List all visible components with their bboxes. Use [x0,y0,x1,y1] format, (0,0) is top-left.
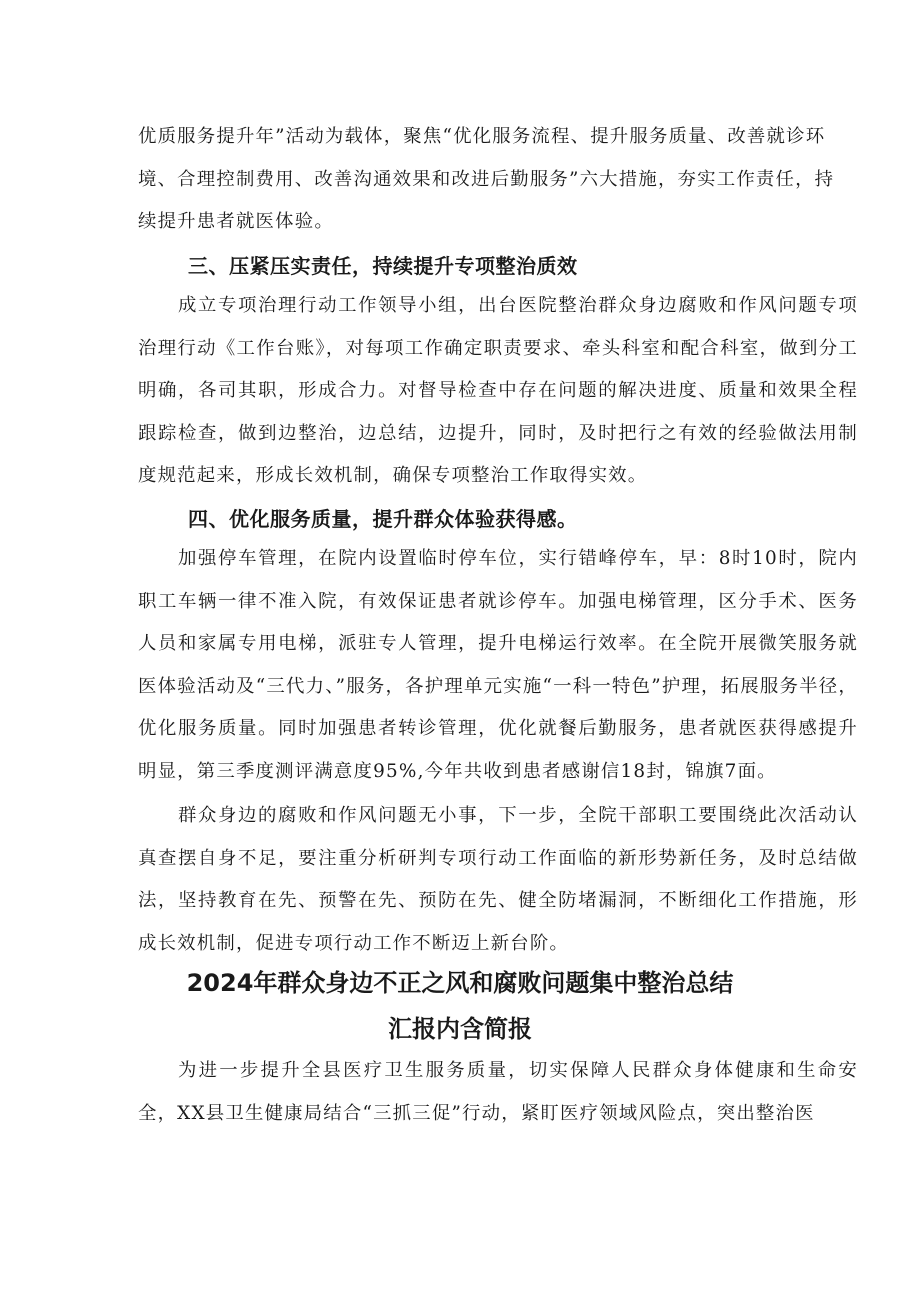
intro-line-3: 续提升患者就医体验。 [138,211,334,232]
section-3-body: 成立专项治理行动工作领导小组，出台医院整治群众身边腐败和作风问题专项治理行动《工作台账》，对每项工作确定职责要求、牵头科室和配合科室，做到分工明确，各司其职，形成合力。对督导检查中存在问题的解决进度、质量和效果全程跟踪检查，做到边整治，边总结，边提升，同时，及时把行之有效的经验做法用制度规范起来，形成长效机制，确保专项整治工作取得实效。 [138,295,858,486]
article-title-line-2: 汇报内含简报 [388,1015,532,1043]
intro-line-1: 优质服务提升年”活动为载体，聚焦“优化服务流程、提升服务质量、改善就诊环 [138,126,826,147]
article-intro-body: 为进一步提升全县医疗卫生服务质量，切实保障人民群众身体健康和生命安全，XX县卫生健康局结合“三抓三促”行动，紧盯医疗领域风险点，突出整治医 [138,1060,858,1124]
section-4-heading: 四、优化服务质量，提升群众体验获得感。 [188,507,578,531]
section-4-body: 加强停车管理，在院内设置临时停车位，实行错峰停车，早：8时10时，院内职工车辆一律不准入院，有效保证患者就诊停车。加强电梯管理，区分手术、医务人员和家属专用电梯，派驻专人管理，提升电梯运行效率。在全院开展微笑服务就医体验活动及“三代力、”服务，各护理单元实施“一科一特色”护理，拓展服务半径，优化服务质量。同时加强患者转诊管理，优化就餐后勤服务，患者就医获得感提升明显，第三季度测评满意度95%,今年共收到患者感谢信18封，锦旗7面。 [138,548,858,782]
section-3-heading: 三、压紧压实责任，持续提升专项整治质效 [188,254,578,278]
intro-line-2: 境、合理控制费用、改善沟通效果和改进后勤服务”六大措施，夯实工作责任，持 [138,168,835,190]
intro-paragraph [138,116,858,244]
article-title-line-1: 2024年群众身边不正之风和腐败问题集中整治总结 [186,969,734,997]
conclusion-body: 群众身边的腐败和作风问题无小事，下一步，全院干部职工要围绕此次活动认真查摆自身不足，要注重分析研判专项行动工作面临的新形势新任务，及时总结做法，坚持教育在先、预警在先、预防在先、健全防堵漏洞，不断细化工作措施，形成长效机制，促进专项行动工作不断迈上新台阶。 [138,805,858,954]
